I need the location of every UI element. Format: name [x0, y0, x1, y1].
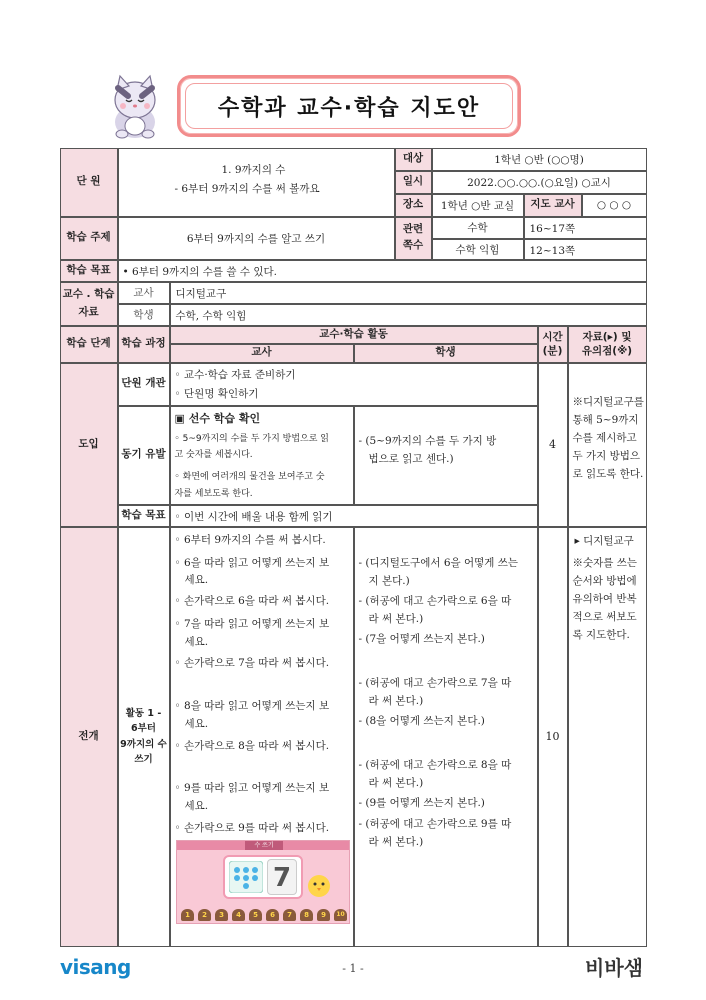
goal-value: • 6부터 9까지의 수를 쓸 수 있다. — [118, 260, 647, 282]
develop-process — [118, 527, 170, 947]
datetime-value: 2022.○○.○○.(○요일) ○교시 — [432, 171, 647, 194]
intro-note-5: 로 읽도록 한다. — [572, 467, 644, 480]
develop-student-10: 라 써 본다.) — [368, 776, 424, 789]
intro-p2-teacher-2: 고 숫자를 세봅시다. — [174, 449, 253, 460]
intro-stage: 도입 — [60, 363, 118, 527]
datetime-label: 일시 — [395, 171, 432, 194]
develop-student-11: - (9를 어떻게 쓰는지 본다.) — [358, 796, 485, 809]
develop-note-1: ※숫자를 쓰는 — [572, 556, 638, 569]
col-student: 학생 — [354, 344, 538, 363]
number-tile[interactable]: 9 — [317, 909, 330, 921]
develop-teacher-9: 세요. — [184, 717, 209, 730]
develop-teacher-7: ◦ 손가락으로 7을 따라 써 봅시다. — [174, 656, 330, 669]
number-tile[interactable]: 6 — [266, 909, 279, 921]
develop-process-2: 6부터 — [131, 723, 156, 735]
counting-dots-icon — [229, 861, 263, 893]
unit-cell — [118, 148, 395, 217]
related-pages-1: 16~17쪽 — [524, 217, 647, 239]
develop-note-3: 유의하여 반복 — [572, 592, 637, 605]
intro-p3-value: ◦ 이번 시간에 배울 내용 함께 읽기 — [170, 505, 538, 527]
materials-student-label: 학생 — [118, 304, 170, 326]
related-pages-2: 12~13쪽 — [524, 239, 647, 260]
place-label: 장소 — [395, 194, 432, 217]
intro-p2-teacher-3: ◦ 화면에 여러개의 물건을 보여주고 숫 — [174, 471, 325, 482]
develop-note-4: 적으로 써보도 — [572, 610, 637, 623]
intro-p2-label: 동기 유발 — [118, 406, 170, 505]
intro-p1-cell — [170, 363, 538, 406]
intro-note-cell — [568, 363, 647, 527]
develop-student-1: - (디지털도구에서 6을 어떻게 쓰는 — [358, 556, 519, 569]
related-book-2: 수학 익힘 — [432, 239, 524, 260]
develop-process-4: 쓰기 — [134, 753, 153, 765]
number-tile[interactable]: 10 — [334, 909, 347, 921]
unit-line2: - 6부터 9까지의 수를 써 볼까요 — [174, 182, 320, 195]
unit-label: 단 원 — [60, 148, 118, 217]
materials-teacher-value: 디지털교구 — [170, 282, 647, 304]
topic-value: 6부터 9까지의 수를 알고 쓰기 — [118, 217, 395, 260]
intro-note-3: 수를 제시하고 — [572, 431, 637, 444]
develop-process-3: 9까지의 수 — [120, 738, 167, 750]
chick-character-icon — [305, 871, 333, 899]
tool-number-row — [181, 909, 347, 921]
develop-teacher-3: 세요. — [184, 573, 209, 586]
tool-digit: 7 — [267, 859, 297, 895]
intro-p2-student-1: - (5~9까지의 수를 두 가지 방 — [358, 434, 497, 447]
goal-label: 학습 목표 — [60, 260, 118, 282]
intro-p2-student-cell — [354, 406, 538, 505]
develop-teacher-2: ◦ 6을 따라 읽고 어떻게 쓰는지 보 — [174, 556, 330, 569]
intro-p2-student-2: 법으로 읽고 센다.) — [368, 452, 454, 465]
develop-student-13: 라 써 본다.) — [368, 835, 424, 848]
intro-p1-item-2: ◦ 단원명 확인하기 — [174, 387, 259, 400]
related-pages-label — [395, 217, 432, 260]
target-value: 1학년 ○반 (○○명) — [432, 148, 647, 171]
number-tile[interactable]: 4 — [232, 909, 245, 921]
develop-process-1: 활동 1 - — [125, 708, 162, 720]
col-material-2: 유의점(※) — [581, 345, 633, 357]
number-tile[interactable]: 7 — [283, 909, 296, 921]
develop-student-cell — [354, 527, 538, 947]
develop-stage: 전개 — [60, 527, 118, 947]
develop-teacher-12: 세요. — [184, 799, 209, 812]
place-value: 1학년 ○반 교실 — [432, 194, 524, 217]
related-book-1: 수학 — [432, 217, 524, 239]
intro-p2-teacher-4: 자를 세보도록 한다. — [174, 488, 253, 499]
number-tile[interactable]: 8 — [300, 909, 313, 921]
intro-p1-label: 단원 개관 — [118, 363, 170, 406]
visang-logo: visang — [60, 955, 131, 979]
materials-label-1: 교수 . 학습 — [62, 287, 115, 300]
develop-time: 10 — [538, 527, 568, 947]
tool-tab: 수 쓰기 — [245, 841, 283, 850]
number-tile[interactable]: 2 — [198, 909, 211, 921]
develop-note-5: 록 지도한다. — [572, 628, 630, 641]
intro-p2-heading: ▣ 선수 학습 확인 — [174, 411, 261, 425]
develop-teacher-11: ◦ 9를 따라 읽고 어떻게 쓰는지 보 — [174, 781, 330, 794]
materials-teacher-label: 교사 — [118, 282, 170, 304]
develop-student-4: 라 써 본다.) — [368, 612, 424, 625]
intro-p3-label: 학습 목표 — [118, 505, 170, 527]
develop-note-2: 순서와 방법에 — [572, 574, 637, 587]
develop-teacher-6: 세요. — [184, 635, 209, 648]
col-material — [568, 326, 647, 363]
col-activity: 교수·학습 활동 — [170, 326, 538, 344]
develop-teacher-13: ◦ 손가락으로 9를 따라 써 봅시다. — [174, 821, 330, 834]
intro-p2-teacher-1: ◦ 5~9까지의 수를 두 가지 방법으로 읽 — [174, 433, 329, 444]
develop-teacher-5: ◦ 7을 따라 읽고 어떻게 쓰는지 보 — [174, 617, 330, 630]
target-label: 대상 — [395, 148, 432, 171]
vivasam-logo: 비바샘 — [585, 956, 643, 980]
teacher-label: 지도 교사 — [524, 194, 582, 217]
related-label-2: 쪽수 — [402, 239, 424, 251]
develop-student-6: - (허공에 대고 손가락으로 7을 따 — [358, 676, 512, 689]
materials-label-2: 자료 — [78, 305, 99, 318]
col-time-1: 시간 — [542, 330, 563, 343]
develop-student-12: - (허공에 대고 손가락으로 9를 따 — [358, 817, 512, 830]
number-tile[interactable]: 5 — [249, 909, 262, 921]
digital-tool-screenshot — [176, 840, 350, 924]
col-time — [538, 326, 568, 363]
develop-student-9: - (허공에 대고 손가락으로 8을 따 — [358, 758, 512, 771]
col-material-1: 자료(▸) 및 — [582, 330, 632, 343]
develop-teacher-10: ◦ 손가락으로 8을 따라 써 봅시다. — [174, 739, 330, 752]
intro-note-4: 두 가지 방법으 — [572, 449, 641, 462]
col-time-2: (분) — [542, 345, 563, 357]
develop-student-3: - (허공에 대고 손가락으로 6을 따 — [358, 594, 512, 607]
develop-note-cell — [568, 527, 647, 947]
intro-p1-item-1: ◦ 교수·학습 자료 준비하기 — [174, 368, 296, 381]
develop-student-8: - (8을 어떻게 쓰는지 본다.) — [358, 714, 485, 727]
col-teacher: 교사 — [170, 344, 354, 363]
intro-time: 4 — [538, 363, 568, 527]
intro-note-2: 통해 5~9까지 — [572, 413, 639, 426]
develop-student-5: - (7을 어떻게 쓰는지 본다.) — [358, 632, 485, 645]
col-process: 학습 과정 — [118, 326, 170, 363]
develop-teacher-8: ◦ 8을 따라 읽고 어떻게 쓰는지 보 — [174, 699, 330, 712]
develop-material: ▸ 디지털교구 — [574, 534, 634, 547]
develop-student-7: 라 써 본다.) — [368, 694, 424, 707]
page-title: 수학과 교수·학습 지도안 — [185, 83, 513, 129]
related-label-1: 관련 — [402, 223, 424, 236]
teacher-value: ○ ○ ○ — [582, 194, 647, 217]
page-number: - 1 - — [342, 962, 364, 975]
materials-label — [60, 282, 118, 326]
unit-line1: 1. 9까지의 수 — [221, 163, 286, 176]
develop-teacher-1: ◦ 6부터 9까지의 수를 써 봅시다. — [174, 533, 326, 546]
number-tile[interactable]: 1 — [181, 909, 194, 921]
materials-student-value: 수학, 수학 익힘 — [170, 304, 647, 326]
develop-student-2: 지 본다.) — [368, 574, 410, 587]
develop-teacher-4: ◦ 손가락으로 6을 따라 써 봅시다. — [174, 594, 330, 607]
intro-p2-teacher-cell — [170, 406, 354, 505]
col-stage: 학습 단계 — [60, 326, 118, 363]
number-tile[interactable]: 3 — [215, 909, 228, 921]
intro-note-1: ※디지털교구를 — [572, 395, 644, 408]
topic-label: 학습 주제 — [60, 217, 118, 260]
